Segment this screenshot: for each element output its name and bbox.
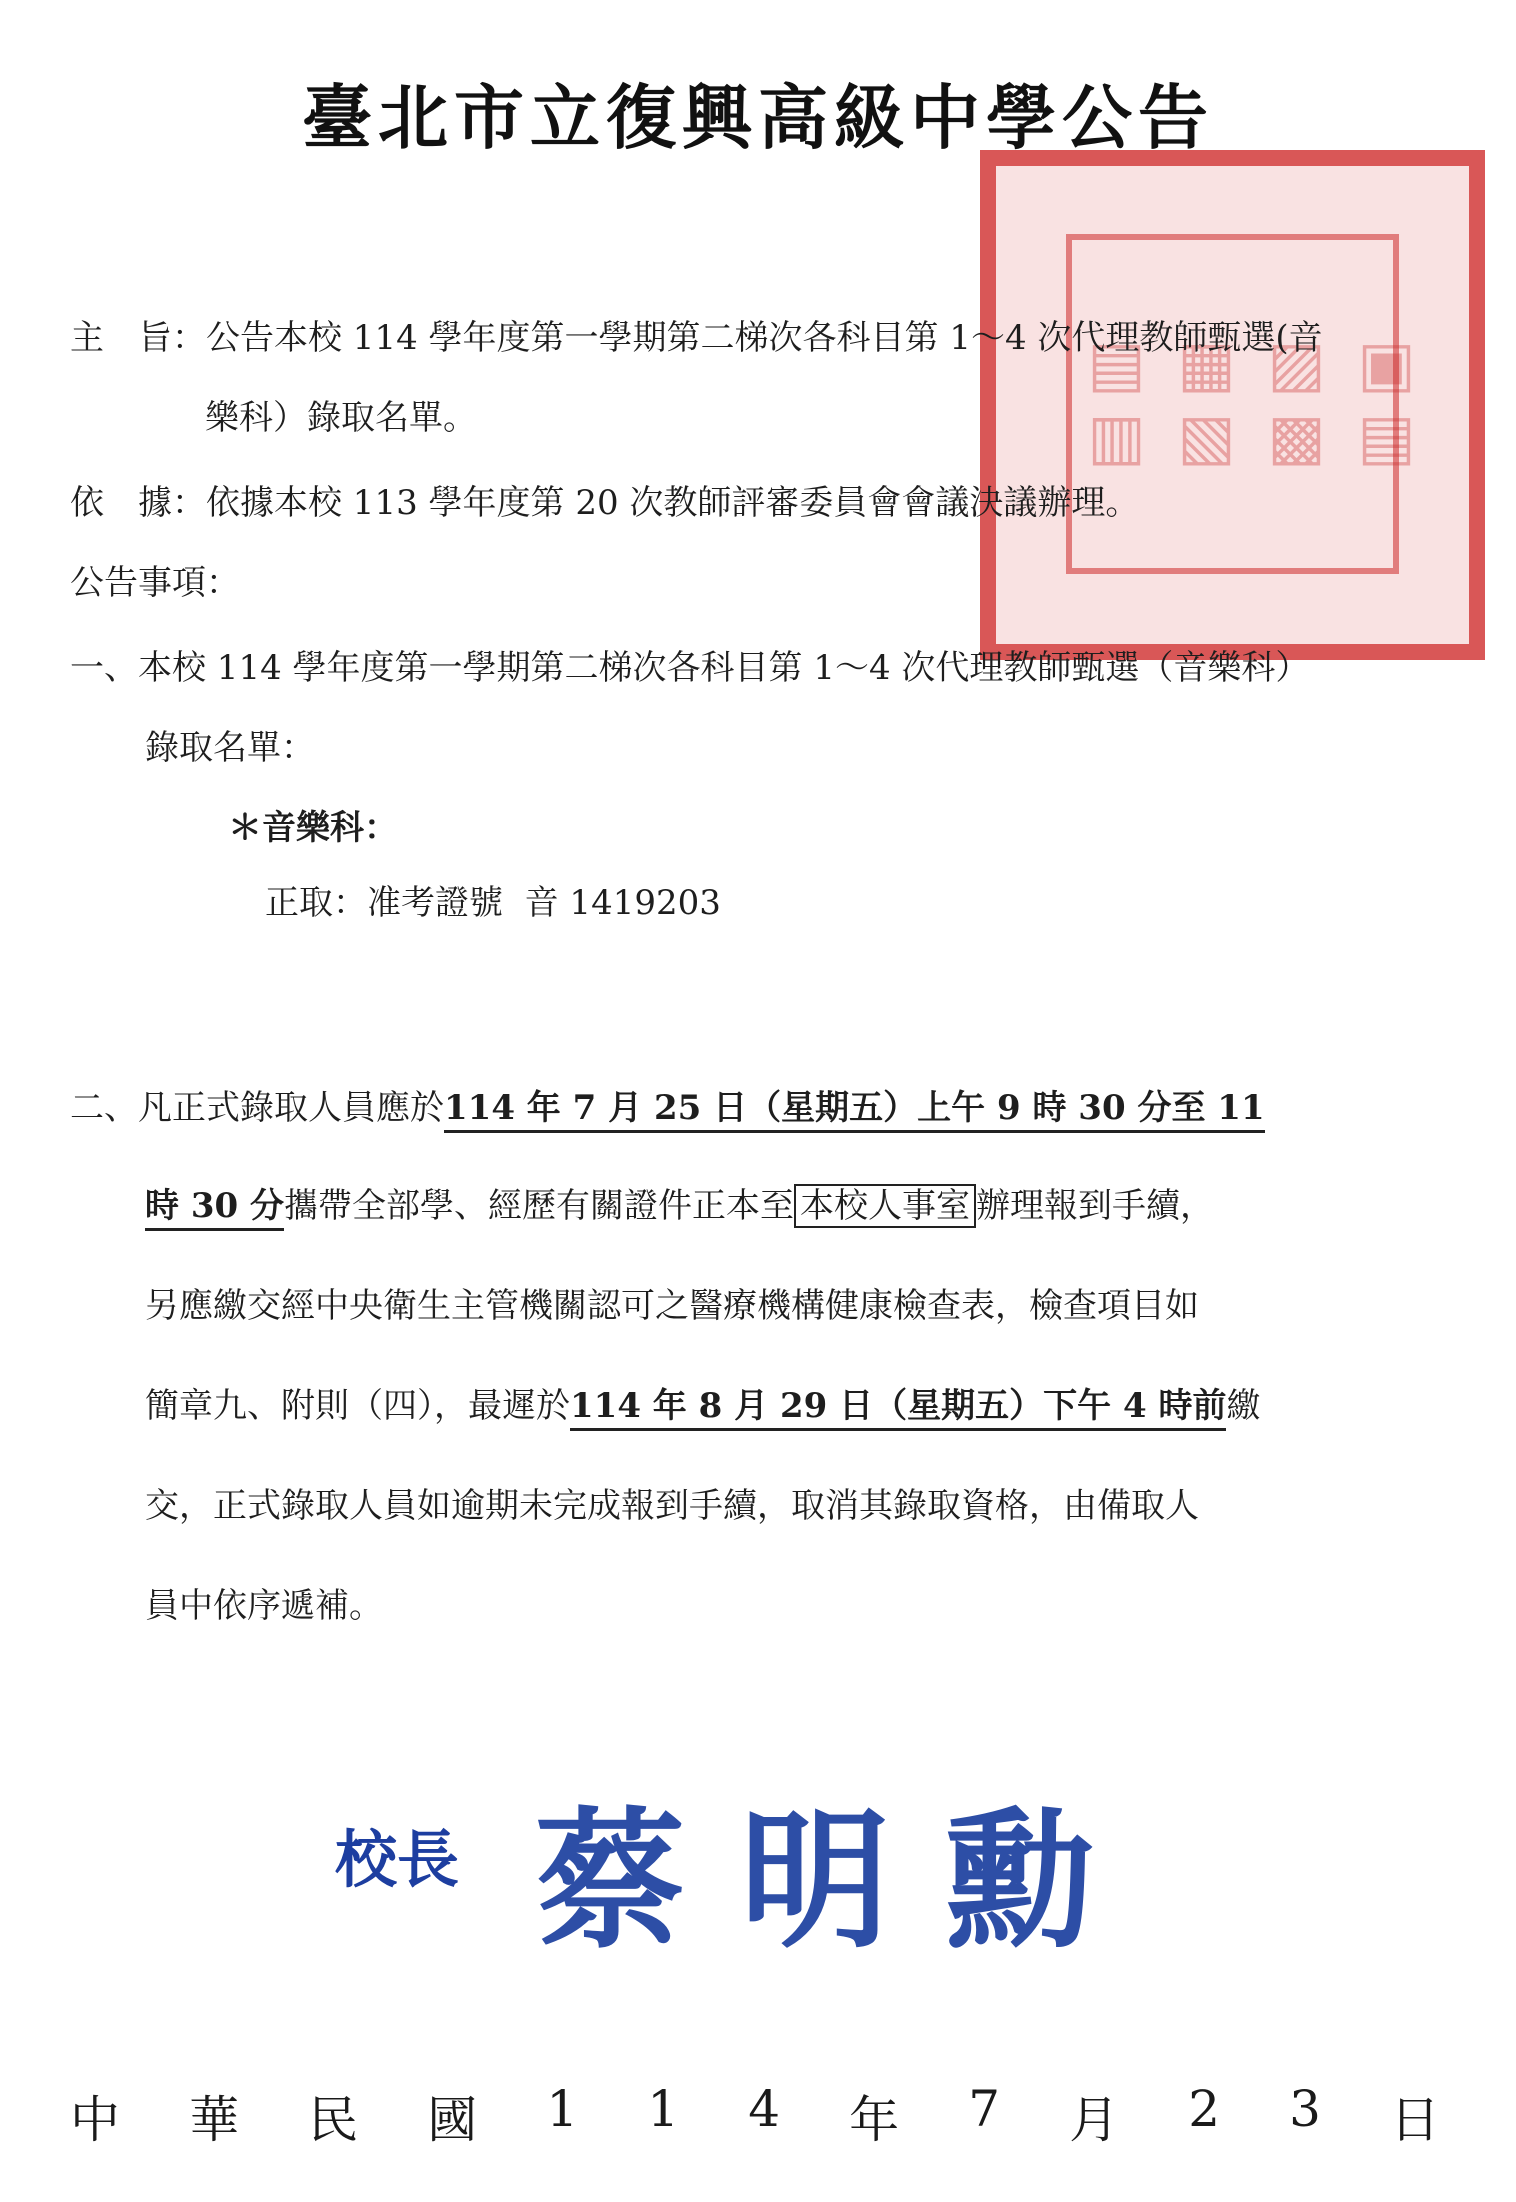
item2-l4-suffix: 繳 — [1226, 1386, 1261, 1426]
item2-line-3: 另應繳交經中央衛生主管機關認可之醫療機構健康檢查表，檢查項目如 — [145, 1286, 1199, 1326]
date-char: 日 — [1390, 2091, 1440, 2149]
basis-text: 依據本校 113 學年度第 20 次教師評審委員會會議決議辦理。 — [206, 483, 1140, 523]
basis-label: 依 據： — [70, 483, 206, 523]
date-char: 華 — [189, 2091, 240, 2149]
basis-line — [70, 475, 1139, 524]
date-char: 7 — [968, 2080, 1000, 2138]
date-char: 年 — [849, 2091, 900, 2149]
report-deadline: 114 年 7 月 25 日（星期五）上午 9 時 30 分至 11 — [444, 1088, 1265, 1133]
announcement-date — [70, 2080, 1440, 2152]
health-check-deadline: 114 年 8 月 29 日（星期五）下午 4 時前 — [570, 1386, 1226, 1431]
admitted-number: 音 1419203 — [524, 883, 721, 923]
principal-signature-stamp: 蔡明勳 — [535, 1793, 1151, 1969]
subject-label: 主 旨： — [70, 318, 206, 358]
subject-line-2: 樂科）錄取名單。 — [205, 398, 477, 438]
subject-line-1 — [70, 310, 1323, 359]
item1-line-2: 錄取名單： — [145, 728, 315, 768]
document-title: 臺北市立復興高級中學公告 — [302, 76, 1214, 159]
seal-mark-column: ▣▤ — [1350, 327, 1423, 473]
item2-line-1 — [70, 1080, 1265, 1129]
date-char: 國 — [427, 2091, 478, 2149]
date-char: 月 — [1069, 2091, 1120, 2149]
date-char: 1 — [546, 2080, 579, 2138]
date-char: 3 — [1289, 2080, 1321, 2138]
item2-line-4 — [145, 1378, 1260, 1427]
item2-l2-mid: 攜帶全部學、經歷有關證件正本至 — [284, 1186, 794, 1226]
date-char: 2 — [1188, 2080, 1220, 2138]
seal-mark-column: ▤▥ — [1080, 327, 1153, 473]
report-deadline-end: 時 30 分 — [145, 1186, 284, 1231]
seal-mark-column: ▨▩ — [1260, 327, 1333, 473]
item2-l2-suffix: 辦理報到手續， — [976, 1186, 1214, 1226]
item2-line-2 — [145, 1178, 1214, 1227]
principal-label: 校長 — [335, 1823, 460, 1896]
notice-heading: 公告事項： — [70, 563, 240, 603]
subject-text: 公告本校 114 學年度第一學期第二梯次各科目第 1～4 次代理教師甄選(音 — [206, 318, 1323, 358]
date-char: 4 — [748, 2080, 780, 2138]
seal-mark-column: ▦▧ — [1170, 327, 1243, 473]
date-char: 1 — [647, 2080, 680, 2138]
music-subject-heading: ＊音樂科： — [228, 808, 398, 848]
official-seal-stamp — [980, 150, 1485, 660]
item2-line-6: 員中依序遞補。 — [145, 1586, 383, 1626]
personnel-office-box: 本校人事室 — [794, 1184, 976, 1228]
date-char: 民 — [308, 2091, 359, 2149]
admitted-line — [265, 875, 721, 924]
item2-prefix: 二、凡正式錄取人員應於 — [70, 1088, 444, 1128]
date-char: 中 — [70, 2091, 120, 2149]
item2-l4-prefix: 簡章九、附則（四），最遲於 — [145, 1386, 570, 1426]
item1-line-1: 一、本校 114 學年度第一學期第二梯次各科目第 1～4 次代理教師甄選（音樂科） — [70, 648, 1310, 688]
admitted-label: 正取：准考證號 — [265, 883, 503, 923]
item2-line-5: 交，正式錄取人員如逾期未完成報到手續，取消其錄取資格，由備取人 — [145, 1486, 1199, 1526]
